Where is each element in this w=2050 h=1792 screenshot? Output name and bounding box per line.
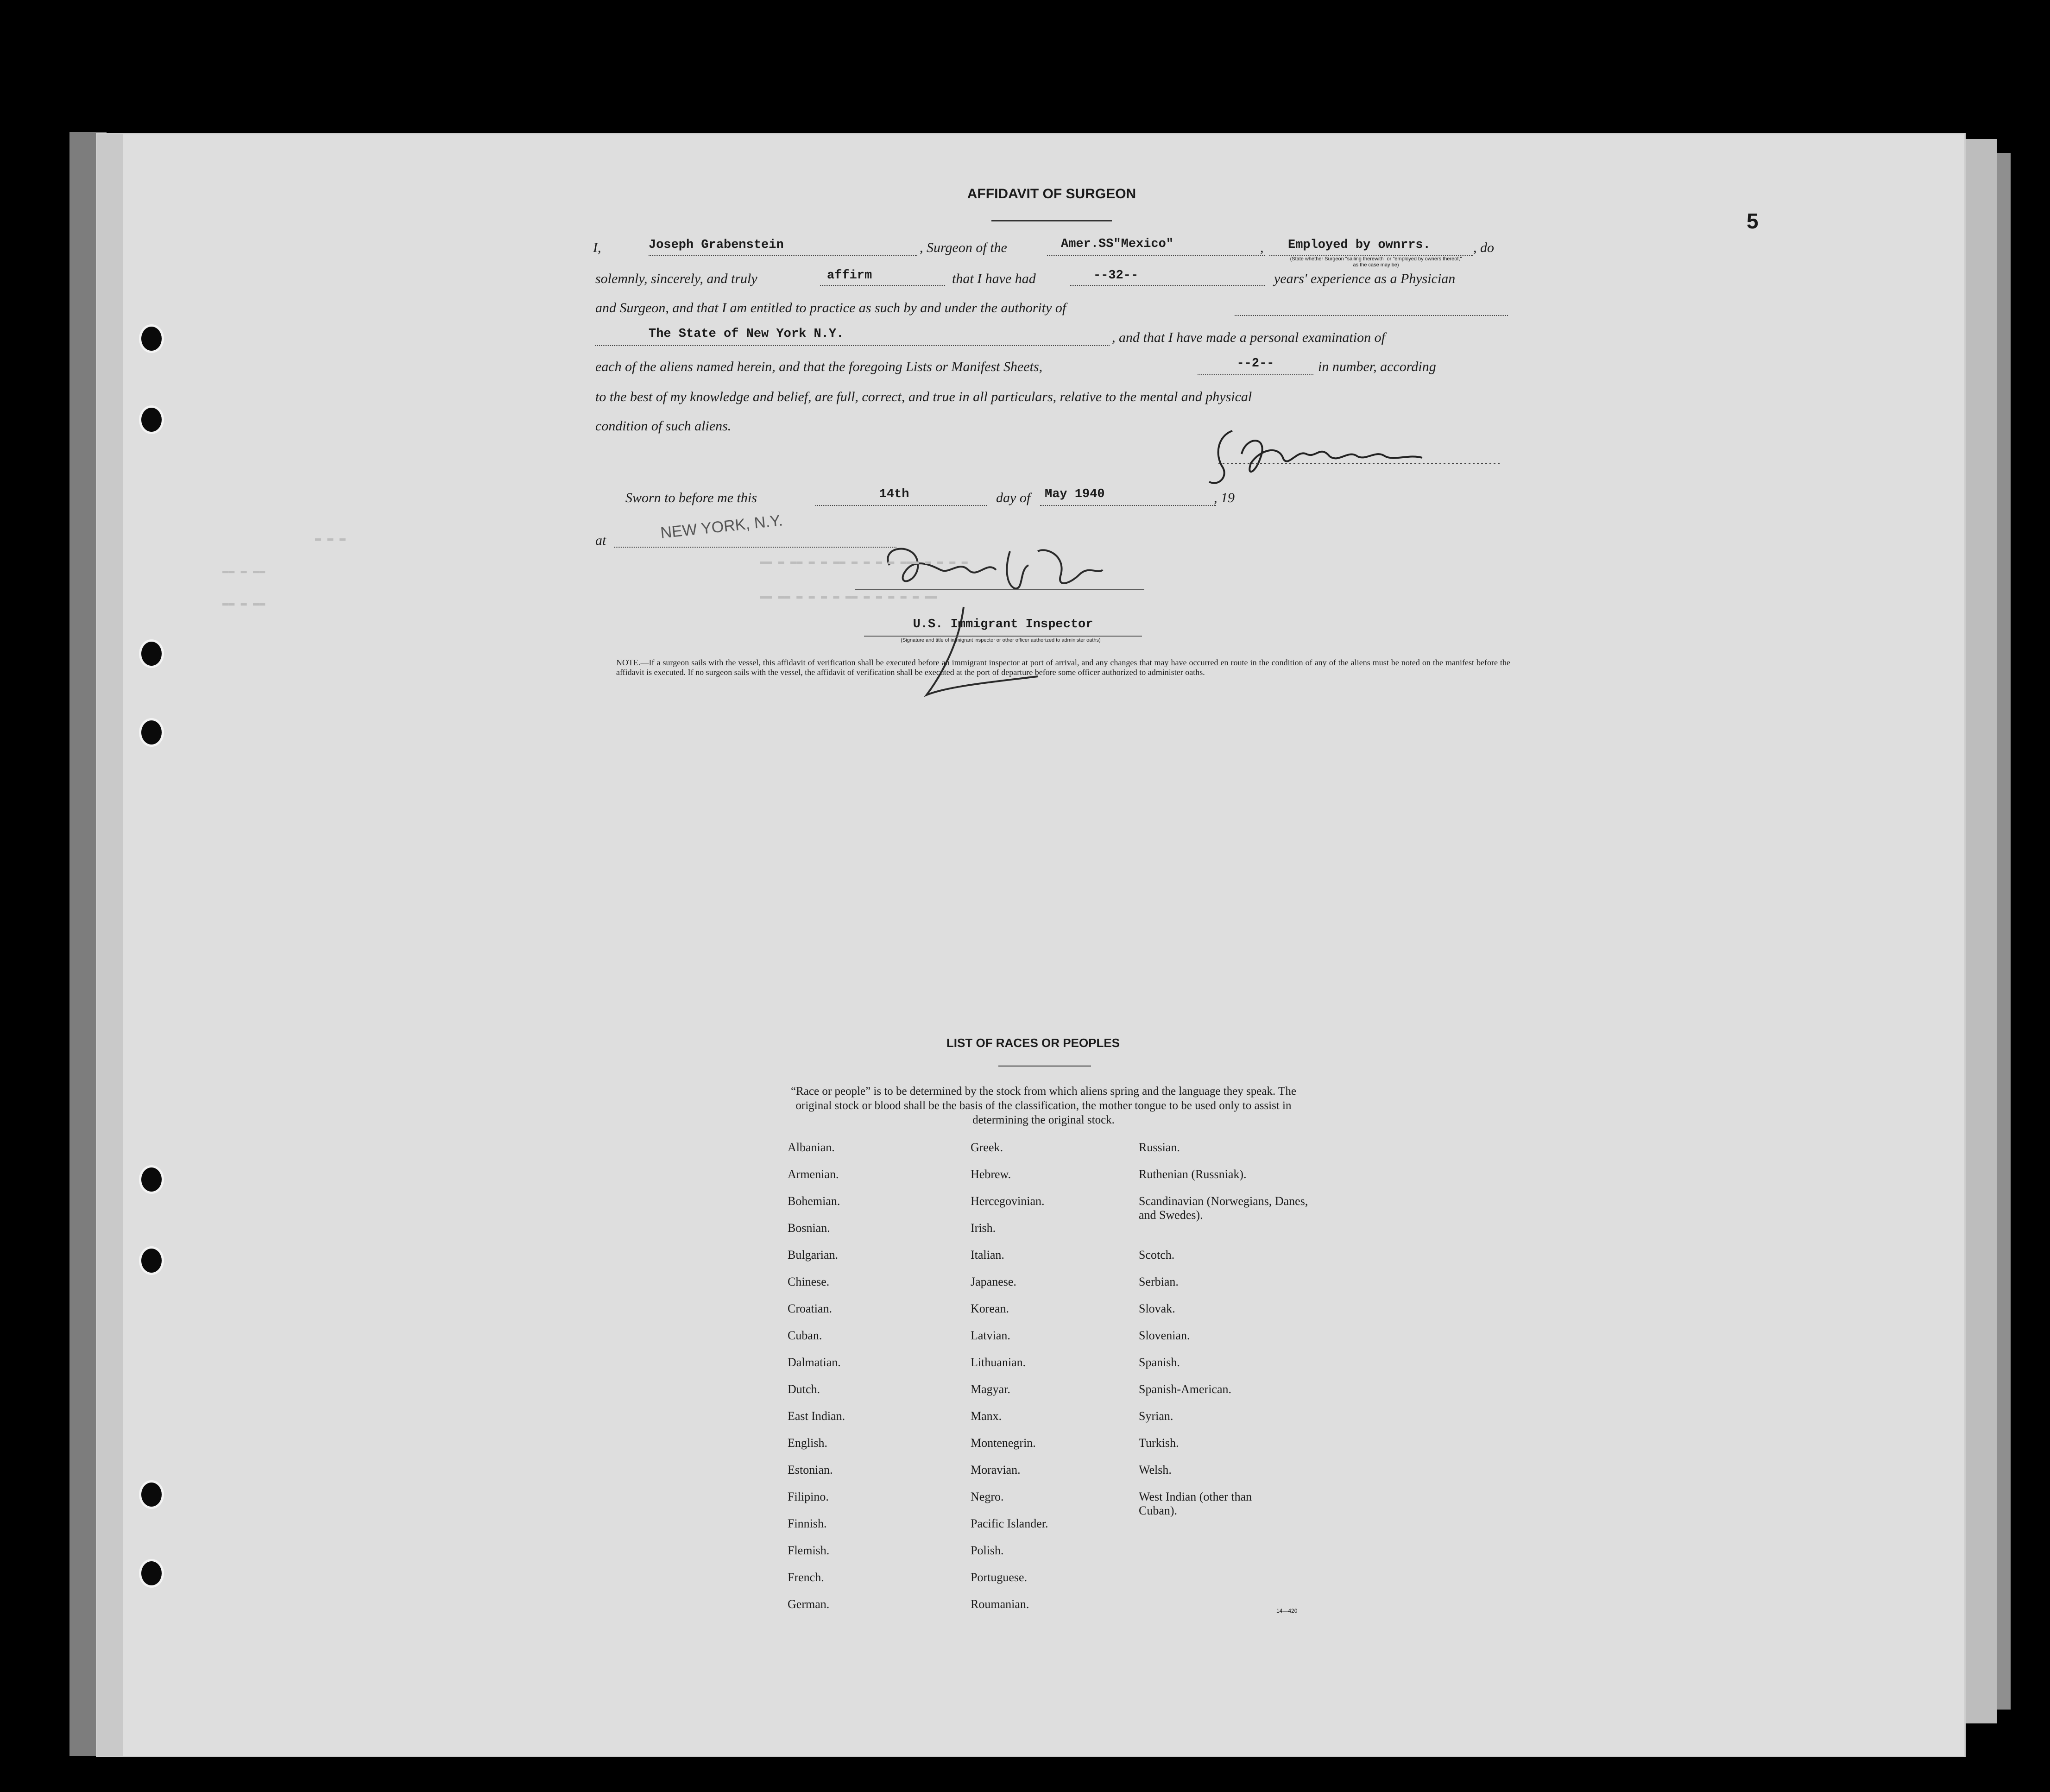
race-item: Greek.	[971, 1141, 1003, 1154]
race-item: Slovenian.	[1139, 1329, 1190, 1342]
race-item: West Indian (other than Cuban).	[1139, 1490, 1252, 1517]
affidavit-text: Sworn to before me this	[625, 490, 757, 505]
race-item: Welsh.	[1139, 1463, 1172, 1477]
blank-line	[1198, 374, 1313, 375]
race-item: German.	[788, 1597, 830, 1611]
title-rule	[991, 220, 1112, 221]
punch-hole	[139, 1480, 164, 1509]
vessel-name-field: Amer.SS"Mexico"	[1061, 237, 1174, 251]
race-item: Dutch.	[788, 1382, 820, 1396]
sworn-day-field: 14th	[879, 487, 909, 501]
race-item: Estonian.	[788, 1463, 833, 1477]
affidavit-text: , Surgeon of the	[920, 240, 1007, 255]
races-intro: “Race or people” is to be determined by the stock from which aliens spring and the language they speak. The original stock or blood shall be the basis of the classification, the mother tongue to be used only to assist in determining the original stock.	[791, 1085, 1296, 1126]
affidavit-text: and Surgeon, and that I am entitled to practice as such by and under the authority of	[595, 300, 1066, 315]
race-item: Bohemian.	[788, 1194, 840, 1208]
punch-hole	[139, 405, 164, 434]
affidavit-text: , do	[1473, 240, 1494, 255]
affidavit-text: in number, according	[1318, 359, 1436, 374]
punch-hole	[139, 324, 164, 353]
affidavit-text: at	[595, 533, 606, 548]
blank-line	[1040, 505, 1216, 506]
race-item: Bosnian.	[788, 1221, 830, 1235]
field-instruction: (State whether Surgeon "sailing therewith" or "employed by owners thereof," as the case may be)	[1290, 256, 1462, 268]
bleed-through-mark: ▬▬ ▬▬ ▬ ▬ ▬ ▬ ▬▬ ▬ ▬ ▬ ▬ ▬ ▬▬	[760, 591, 937, 602]
employment-field: Employed by ownrrs.	[1288, 238, 1431, 252]
inspector-title: U.S. Immigrant Inspector	[913, 618, 1093, 631]
affidavit-title: AFFIDAVIT OF SURGEON	[967, 186, 1136, 202]
race-item: Albanian.	[788, 1141, 835, 1154]
blank-line	[1235, 315, 1508, 316]
race-item: English.	[788, 1436, 827, 1450]
race-item: Magyar.	[971, 1382, 1010, 1396]
race-item: Cuban.	[788, 1329, 822, 1342]
years-field: --32--	[1093, 269, 1139, 283]
affidavit-text: to the best of my knowledge and belief, are full, correct, and true in all particulars, relative to the mental and physical	[595, 389, 1252, 404]
bleed-through-mark: ▬ ▬ ▬	[315, 533, 346, 544]
race-item: Flemish.	[788, 1544, 830, 1557]
race-item: Spanish.	[1139, 1356, 1180, 1369]
race-item: Turkish.	[1139, 1436, 1179, 1450]
affidavit-text: solemnly, sincerely, and truly	[595, 271, 757, 286]
race-item: Japanese.	[971, 1275, 1016, 1288]
affidavit-text: each of the aliens named herein, and that the foregoing Lists or Manifest Sheets,	[595, 359, 1043, 374]
race-item: Syrian.	[1139, 1409, 1173, 1423]
signature-caption: (Signature and title of immigrant inspector or other officer authorized to administer oaths)	[901, 637, 1101, 643]
race-item: Polish.	[971, 1544, 1004, 1557]
punch-hole	[139, 1246, 164, 1275]
race-item: Montenegrin.	[971, 1436, 1036, 1450]
punch-hole	[139, 639, 164, 668]
punch-hole	[139, 718, 164, 747]
race-item: Chinese.	[788, 1275, 830, 1288]
race-item: Slovak.	[1139, 1302, 1175, 1315]
blank-line	[820, 285, 945, 286]
affidavit-text: , 19	[1214, 490, 1235, 505]
races-column-1	[788, 1141, 845, 1624]
blank-line	[1047, 255, 1265, 256]
punch-hole	[139, 1559, 164, 1588]
race-item: Filipino.	[788, 1490, 829, 1503]
race-item: East Indian.	[788, 1409, 845, 1423]
race-item: Latvian.	[971, 1329, 1010, 1342]
race-item: Ruthenian (Russniak).	[1139, 1167, 1247, 1181]
race-item: Dalmatian.	[788, 1356, 841, 1369]
race-item: Serbian.	[1139, 1275, 1179, 1288]
page-number: 5	[1747, 209, 1759, 233]
bleed-through-mark: ▬▬ ▬ ▬▬ ▬ ▬ ▬▬ ▬ ▬ ▬ ▬ ▬▬▬ ▬ ▬ ▬ ▬	[760, 556, 968, 568]
affidavit-text: , and that I have made a personal examination of	[1112, 330, 1385, 345]
affidavit-text: condition of such aliens.	[595, 418, 732, 434]
race-item: Spanish-American.	[1139, 1382, 1232, 1396]
race-item: Scotch.	[1139, 1248, 1175, 1262]
race-item: Italian.	[971, 1248, 1004, 1262]
race-item: Portuguese.	[971, 1571, 1028, 1584]
bleed-through-mark: ▬▬ ▬ ▬▬	[222, 598, 265, 609]
race-item: Irish.	[971, 1221, 996, 1235]
blank-line	[595, 345, 1110, 346]
blank-line	[649, 255, 917, 256]
race-item: Armenian.	[788, 1167, 839, 1181]
race-item: Hebrew.	[971, 1167, 1011, 1181]
race-item: Scandinavian (Norwegians, Danes, and Swedes).	[1139, 1194, 1308, 1222]
affidavit-text: years' experience as a Physician	[1274, 271, 1456, 286]
race-item: Manx.	[971, 1409, 1002, 1423]
race-item: Korean.	[971, 1302, 1009, 1315]
surgeon-name-field: Joseph Grabenstein	[649, 238, 784, 252]
race-item: French.	[788, 1571, 824, 1584]
race-item: Moravian.	[971, 1463, 1021, 1477]
blank-line	[815, 505, 987, 506]
surgeon-signature	[1200, 417, 1506, 491]
sheet-count-field: --2--	[1236, 357, 1274, 371]
sworn-month-field: May 1940	[1045, 487, 1105, 501]
race-item: Croatian.	[788, 1302, 833, 1315]
affidavit-text: ,	[1260, 240, 1264, 255]
authority-field: The State of New York N.Y.	[649, 327, 844, 341]
affidavit-text: I,	[593, 240, 601, 255]
signature-rule	[855, 589, 1144, 590]
race-item: Negro.	[971, 1490, 1004, 1503]
races-column-2	[971, 1141, 1048, 1624]
blank-line	[1070, 285, 1265, 286]
race-item: Pacific Islander.	[971, 1517, 1048, 1530]
races-column-3	[1139, 1141, 1319, 1544]
location-stamp: NEW YORK, N.Y.	[659, 511, 784, 542]
blank-line	[1269, 255, 1473, 256]
affidavit-text: day of	[996, 490, 1031, 505]
affidavit-text: that I have had	[952, 271, 1036, 286]
race-item: Roumanian.	[971, 1597, 1029, 1611]
race-item: Finnish.	[788, 1517, 827, 1530]
signature-rule	[864, 636, 1142, 637]
bleed-through-mark: ▬▬ ▬ ▬▬	[222, 565, 265, 577]
blank-line	[614, 547, 896, 548]
race-item: Lithuanian.	[971, 1356, 1026, 1369]
binding-edge	[97, 134, 123, 1756]
punch-hole	[139, 1165, 164, 1194]
race-item: Bulgarian.	[788, 1248, 839, 1262]
form-number: 14—420	[1276, 1608, 1298, 1614]
affirm-field: affirm	[827, 269, 872, 283]
affidavit-note: NOTE.—If a surgeon sails with the vessel, this affidavit of verification shall be executed before an immigrant inspector at port of arrival, and any changes that may have occurred en route in the condition of any of the aliens must be noted on the manifest before the affidavit is executed. If no surgeon sails with the vessel, the affidavit of verification shall be executed at the port of departure before some officer authorized to administer oaths.	[616, 658, 1510, 677]
page-stack	[1964, 139, 1997, 1723]
races-title: LIST OF RACES OR PEOPLES	[946, 1036, 1120, 1050]
race-item: Hercegovinian.	[971, 1194, 1045, 1208]
race-item: Russian.	[1139, 1141, 1180, 1154]
